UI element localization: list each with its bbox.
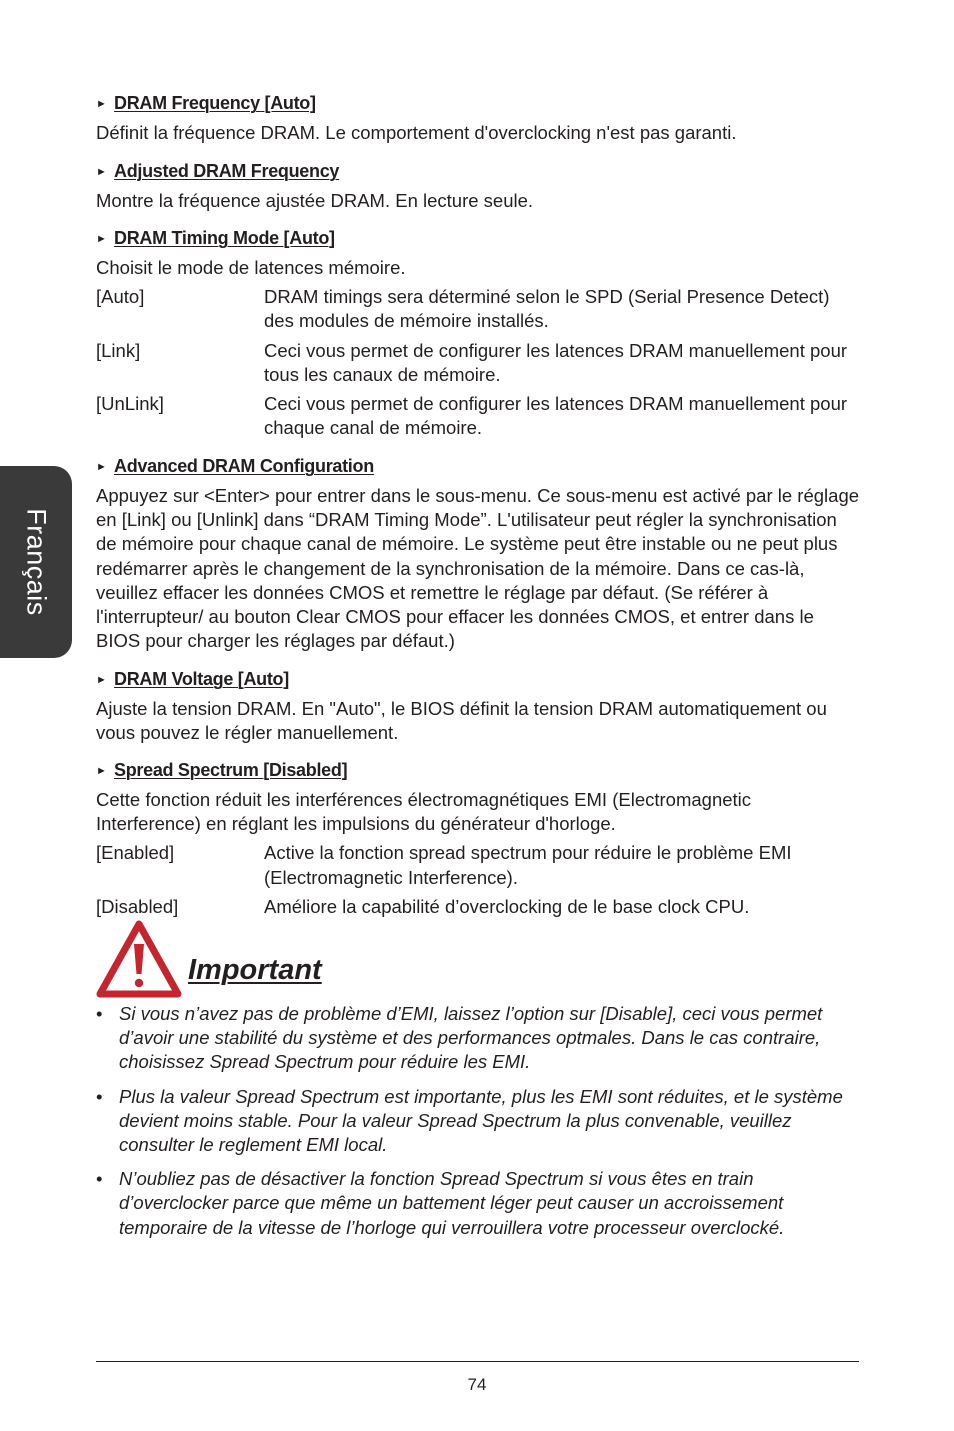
important-bullet-list (96, 1002, 860, 1250)
triangle-bullet-icon: ► (96, 233, 107, 245)
page-number: 74 (467, 1375, 487, 1394)
triangle-bullet-icon: ► (96, 98, 107, 110)
list-item (96, 1085, 860, 1158)
section-description: Cette fonction réduit les interférences électromagnétiques EMI (Electromagnetic Interference) en réglant les impulsions du générateur d'horloge. (96, 789, 752, 835)
option-row (96, 895, 860, 919)
section-description: Choisit le mode de latences mémoire. (96, 257, 406, 278)
section-advanced-dram-configuration (96, 455, 860, 653)
triangle-bullet-icon: ► (96, 166, 107, 178)
section-description: Montre la fréquence ajustée DRAM. En lecture seule. (96, 190, 534, 211)
bullet-text: Plus la valeur Spread Spectrum est importante, plus les EMI sont réduites, et le système devient moins stable. Pour la valeur Spread Spectrum la plus convenable, veuillez consulter le reglement EMI local. (119, 1085, 843, 1156)
section-adjusted-dram-frequency (96, 160, 860, 213)
option-value: Active la fonction spread spectrum pour réduire le problème EMI (Electromagnetic Interference). (264, 842, 792, 888)
section-description: Définit la fréquence DRAM. Le comportement d'overclocking n'est pas garanti. (96, 122, 737, 143)
warning-triangle-icon (96, 920, 182, 998)
option-row (96, 285, 860, 333)
section-heading: ► DRAM Timing Mode [Auto] (96, 228, 335, 248)
section-dram-timing-mode (96, 227, 860, 440)
option-value: DRAM timings sera déterminé selon le SPD (Serial Presence Detect) des modules de mémoire installés. (264, 286, 830, 332)
bullet-dot: • (96, 1003, 103, 1024)
section-heading: ► Adjusted DRAM Frequency (96, 161, 340, 181)
important-title: Important (188, 954, 322, 986)
option-key: [Auto] (96, 286, 145, 308)
list-item (96, 1002, 860, 1075)
section-description: Appuyez sur <Enter> pour entrer dans le sous-menu. Ce sous-menu est activé par le réglage en [Link] ou [Unlink] dans “DRAM Timing Mode”. L'utilisateur peut régler la synchronisation de mémoire pour chaque canal de mémoire. Le système peut être instable ou ne peut plus redémarrer après le changement de la synchronisation de la mémoire. Dans ce cas-là, veuillez effacer les données CMOS et remettre le réglage par défaut. (Se référer à l'interrupteur/ au bouton Clear CMOS pour effacer les données CMOS, et entrer dans le BIOS pour charger les réglages par défaut.) (96, 485, 860, 652)
option-value: Améliore la capabilité d’overclocking de le base clock CPU. (264, 895, 750, 917)
bullet-dot: • (96, 1085, 103, 1107)
triangle-bullet-icon: ► (96, 765, 107, 777)
triangle-bullet-icon: ► (96, 461, 107, 473)
bullet-text: Si vous n’avez pas de problème d’EMI, laissez l’option sur [Disable], ceci vous permet d’avoir une stabilité du système et des performances optmales. Dans le cas contraire, choisissez Spread Spectrum pour réduire les EMI. (119, 1003, 823, 1073)
option-key: [Link] (96, 339, 141, 361)
section-heading: ► Advanced DRAM Configuration (96, 456, 374, 476)
section-dram-frequency (96, 92, 860, 145)
section-dram-voltage (96, 668, 860, 745)
bullet-text: N’oubliez pas de désactiver la fonction Spread Spectrum si vous êtes en train d’overclocker parce que même un battement léger peut causer un accroissement temporaire de la vitesse de l’horloge qui verrouillera votre processeur overclocké. (119, 1168, 785, 1238)
option-key: [Enabled] (96, 842, 175, 864)
bullet-dot: • (96, 1168, 103, 1190)
language-side-tab (0, 466, 72, 658)
list-item (96, 1167, 860, 1240)
option-value: Ceci vous permet de configurer les latences DRAM manuellement pour tous les canaux de mémoire. (264, 339, 848, 385)
option-row (96, 841, 860, 889)
option-row (96, 339, 860, 387)
section-spread-spectrum (96, 759, 860, 919)
option-key: [UnLink] (96, 393, 164, 415)
option-row (96, 392, 860, 440)
section-heading: ► Spread Spectrum [Disabled] (96, 760, 348, 780)
triangle-bullet-icon: ► (96, 674, 107, 686)
section-heading: ► DRAM Frequency [Auto] (96, 93, 316, 113)
footer-divider (96, 1361, 859, 1362)
section-heading: ► DRAM Voltage [Auto] (96, 669, 289, 689)
option-key: [Disabled] (96, 895, 179, 917)
important-notice (96, 920, 396, 998)
option-value: Ceci vous permet de configurer les latences DRAM manuellement pour chaque canal de mémoire. (264, 393, 848, 439)
language-tab-label: Français (21, 508, 52, 616)
section-description: Ajuste la tension DRAM. En "Auto", le BIOS définit la tension DRAM automatiquement ou vous pouvez le régler manuellement. (96, 698, 827, 744)
